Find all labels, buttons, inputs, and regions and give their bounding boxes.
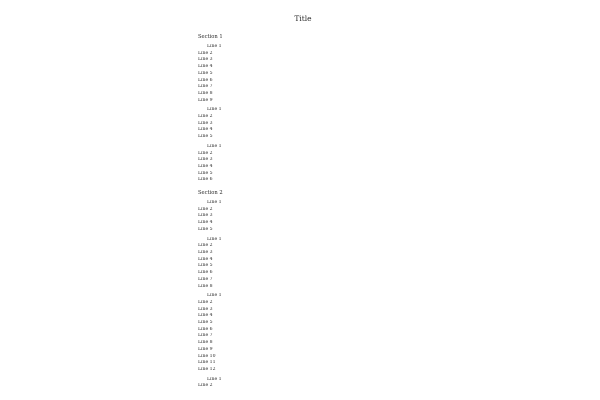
paragraph: [198, 144, 408, 184]
text-line: Line 7: [198, 84, 213, 90]
text-line: Line 2: [198, 114, 213, 120]
paragraph: [198, 377, 408, 390]
text-line: Line 8: [198, 90, 213, 96]
text-line: Line 2: [198, 383, 213, 389]
text-line: Line 2: [198, 243, 213, 249]
text-line: Line 2: [198, 299, 213, 305]
text-line: Line 7: [198, 333, 213, 339]
text-line: Line 1: [207, 200, 222, 206]
text-line: Line 4: [198, 64, 213, 70]
text-line: Line 5: [198, 320, 213, 326]
text-line: Line 1: [207, 236, 222, 242]
text-line: Line 2: [198, 206, 213, 212]
text-line: Line 3: [198, 57, 213, 63]
text-line: Line 1: [207, 107, 222, 113]
text-line: Line 1: [207, 376, 222, 382]
text-line: Line 2: [198, 150, 213, 156]
section-heading: Section 1: [198, 34, 223, 40]
text-line: Line 3: [198, 213, 213, 219]
text-line: Line 1: [207, 44, 222, 49]
text-line: Line 12: [198, 366, 216, 372]
text-line: Line 5: [198, 70, 213, 76]
document-body: [198, 34, 408, 390]
paragraph: [198, 107, 408, 141]
text-line: Line 1: [207, 143, 222, 149]
document-page: [198, 14, 408, 394]
text-line: Line 8: [198, 340, 213, 346]
text-line: Line 6: [198, 270, 213, 276]
text-line: Line 5: [198, 134, 213, 140]
text-line: Line 6: [198, 177, 213, 183]
text-line: Line 3: [198, 120, 213, 126]
paragraph: [198, 293, 408, 373]
text-line: Line 4: [198, 163, 213, 169]
text-line: Line 5: [198, 170, 213, 176]
text-line: Line 3: [198, 249, 213, 255]
document-title: Title: [294, 14, 312, 23]
paragraph: [198, 200, 408, 234]
paragraph: [198, 237, 408, 291]
text-line: Line 4: [198, 313, 213, 319]
text-line: Line 5: [198, 263, 213, 269]
text-line: Line 4: [198, 256, 213, 262]
text-line: Line 2: [198, 50, 213, 56]
text-line: Line 10: [198, 353, 216, 359]
text-line: Line 1: [207, 293, 222, 299]
text-line: Line 9: [198, 97, 213, 103]
text-line: Line 5: [198, 226, 213, 232]
text-line: Line 3: [198, 306, 213, 312]
paragraph: [198, 44, 408, 104]
section-heading: Section 2: [198, 190, 223, 197]
document-section: [198, 34, 408, 190]
text-line: Line 8: [198, 283, 213, 289]
text-line: Line 6: [198, 326, 213, 332]
text-line: Line 4: [198, 220, 213, 226]
text-line: Line 3: [198, 157, 213, 163]
text-line: Line 7: [198, 276, 213, 282]
text-line: Line 4: [198, 127, 213, 133]
text-line: Line 11: [198, 360, 216, 366]
text-line: Line 9: [198, 346, 213, 352]
text-line: Line 6: [198, 77, 213, 83]
document-section: [198, 190, 408, 390]
